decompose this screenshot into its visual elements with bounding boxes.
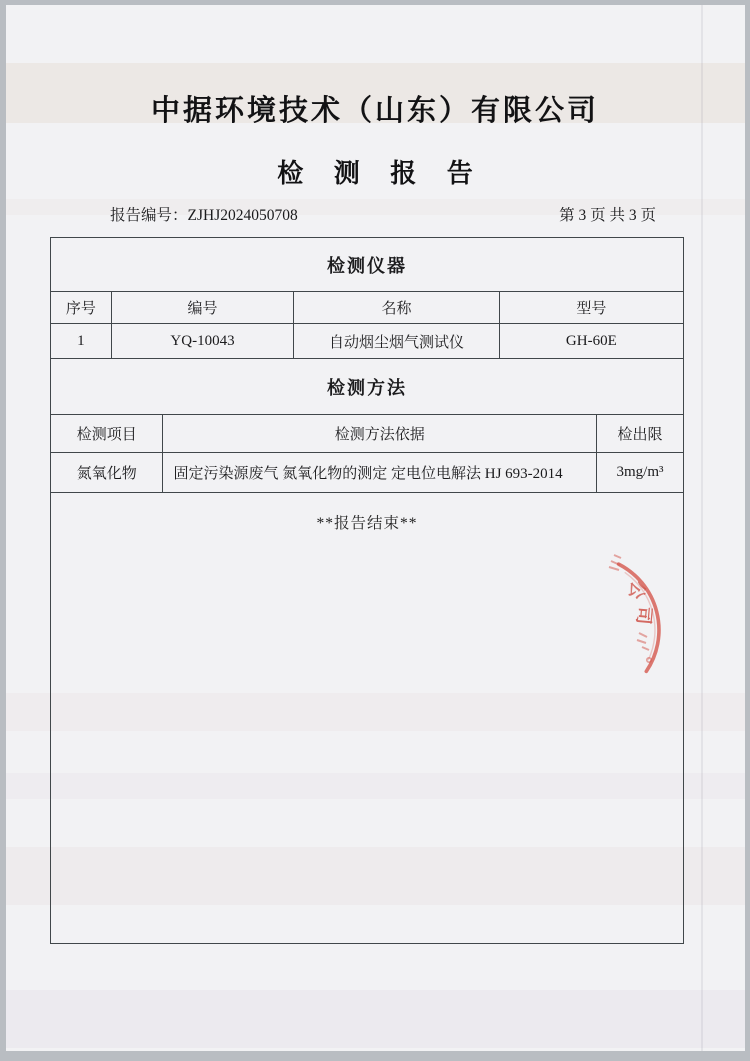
column-header: 名称 [294, 292, 499, 323]
column-header: 编号 [112, 292, 295, 323]
instrument-code: YQ-10043 [112, 324, 295, 358]
report-table [50, 237, 684, 944]
seal-arc-inner [625, 573, 655, 660]
company-name: 中据环境技术（山东）有限公司 [150, 95, 599, 127]
document-title: 检 测 报 告 [277, 159, 485, 188]
column-header: 检测项目 [51, 415, 163, 452]
instrument-section-title: 检测仪器 [51, 238, 683, 292]
report-number-label: 报告编号： [110, 207, 188, 224]
instrument-seq: 1 [51, 324, 112, 358]
page-indicator: 第 3 页 共 3 页 [559, 207, 656, 224]
column-header: 检出限 [617, 427, 663, 443]
method-detection-limit: 3mg/m³ [616, 464, 664, 480]
method-header-row [51, 415, 683, 453]
method-item: 氮氧化物 [51, 453, 163, 492]
report-number [110, 203, 298, 225]
method-basis: 固定污染源废气 氮氧化物的测定 定电位电解法 HJ 693-2014 [163, 453, 597, 492]
instrument-model: GH-60E [565, 332, 617, 349]
column-header: 序号 [51, 292, 112, 323]
instrument-name: 自动烟尘烟气测试仪 [294, 324, 499, 358]
seal-char-bottom: 司 [633, 605, 655, 626]
instrument-data-row [51, 324, 683, 359]
report-tail-area [51, 493, 683, 943]
seal-arc [619, 564, 659, 671]
scan-artifact-band [6, 990, 745, 1048]
company-seal-stamp-partial [559, 541, 679, 691]
seal-char-top: 公 [625, 579, 649, 601]
seal-dot-mark [647, 658, 651, 662]
column-header: 型号 [576, 301, 607, 317]
report-end-note: **报告结束** [316, 515, 418, 532]
method-data-row [51, 453, 683, 493]
column-header: 检测方法依据 [163, 415, 597, 452]
method-section-title: 检测方法 [51, 359, 683, 415]
report-meta-row [110, 203, 656, 225]
instrument-header-row [51, 292, 683, 324]
seal-faint-strokes [609, 555, 649, 650]
report-number-value: ZJHJ2024050708 [187, 207, 298, 224]
